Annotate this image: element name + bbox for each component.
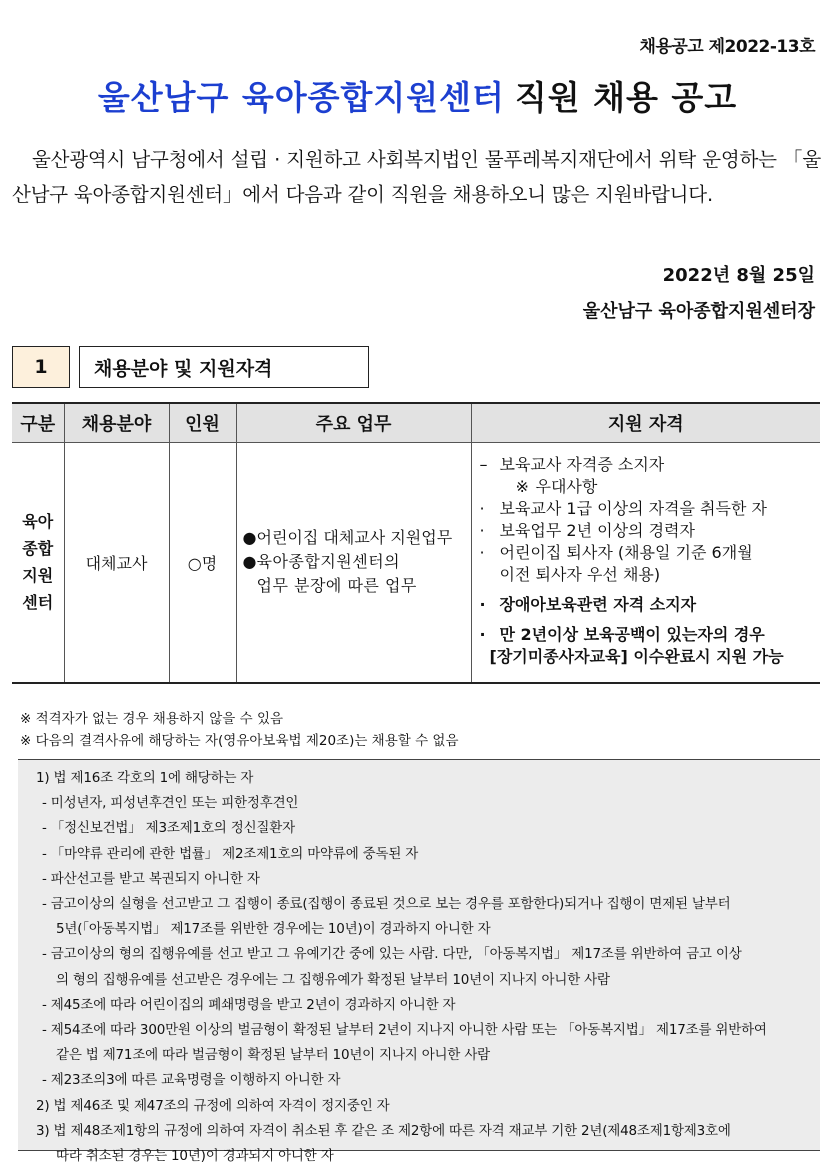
qualification-item: · 장애아보육관련 자격 소지자 xyxy=(479,595,697,615)
disqualification-line: 5년(「아동복지법」 제17조를 위반한 경우에는 10년)이 경과하지 아니한 자 xyxy=(56,921,491,938)
disqualification-line: 3) 법 제48조제1항의 규정에 의하여 자격이 취소된 후 같은 조 제2항에 따른 자격 재교부 기한 2년(제48조제1항제3호에 xyxy=(36,1122,731,1139)
disqualification-line: - 제45조에 따라 어린이집의 폐쇄명령을 받고 2년이 경과하지 아니한 자 xyxy=(42,996,456,1013)
preference-item-continued: 이전 퇴사자 우선 채용) xyxy=(499,565,661,585)
document-number: 채용공고 제2022-13호 xyxy=(639,37,815,57)
title-recruitment: 직원 채용 공고 xyxy=(514,78,738,117)
duty-item-continued: 업무 분장에 따른 업무 xyxy=(256,576,417,596)
qualification-item: · 만 2년이상 보육공백이 있는자의 경우 xyxy=(479,625,765,645)
page-title xyxy=(0,72,835,119)
duties-cell xyxy=(236,443,471,683)
header-qualifications: 지원 자격 xyxy=(471,403,820,443)
disqualification-line: - 제23조의3에 따른 교육명령을 이행하지 아니한 자 xyxy=(42,1072,341,1089)
duty-item: ● 어린이집 대체교사 지원업무 xyxy=(242,528,453,548)
section-title: 채용분야 및 지원자격 xyxy=(79,346,369,388)
recruitment-table xyxy=(12,402,820,684)
note-line: ※ 적격자가 없는 경우 채용하지 않을 수 있음 xyxy=(20,711,284,727)
division-line: 센터 xyxy=(22,593,54,613)
disqualification-line: - 파산선고를 받고 복권되지 아니한 자 xyxy=(42,870,260,887)
header-duties: 주요 업무 xyxy=(236,403,471,443)
disqualification-box xyxy=(18,759,820,1165)
header-count: 인원 xyxy=(169,403,236,443)
qualification-item-continued: [장기미종사자교육] 이수완료시 지원 가능 xyxy=(489,647,784,667)
qualification-item: – 보육교사 자격증 소지자 xyxy=(479,455,665,475)
disqualification-line: 의 형의 집행유예를 선고받은 경우에는 그 집행유예가 확정된 날부터 10년이 지나지 아니한 사람 xyxy=(56,971,610,988)
disqualification-line: 2) 법 제46조 및 제47조의 규정에 의하여 자격이 정지중인 자 xyxy=(36,1097,390,1114)
note-line: ※ 다음의 결격사유에 해당하는 자(영유아보육법 제20조)는 채용할 수 없음 xyxy=(20,733,459,749)
disqualification-line: - 「마약류 관리에 관한 법률」 제2조제1호의 마약류에 중독된 자 xyxy=(42,845,419,862)
division-line: 육아 xyxy=(22,512,54,532)
field-cell: 대체교사 xyxy=(64,443,169,683)
issuing-organization: 울산남구 육아종합지원센터장 xyxy=(582,301,815,322)
count-cell: ○명 xyxy=(169,443,236,683)
division-line: 지원 xyxy=(22,566,54,586)
disqualification-line: - 제54조에 따라 300만원 이상의 벌금형이 확정된 날부터 2년이 지나지 아니한 사람 또는 「아동복지법」 제17조를 위반하여 xyxy=(42,1022,767,1039)
announcement-date: 2022년 8월 25일 xyxy=(662,265,815,286)
duty-item: ● 육아종합지원센터의 xyxy=(242,552,401,572)
preference-item: · 보육업무 2년 이상의 경력자 xyxy=(479,521,695,541)
disqualification-line: 따라 취소된 경우는 10년)이 경과되지 아니한 자 xyxy=(56,1148,334,1165)
intro-paragraph: 울산광역시 남구청에서 설립 · 지원하고 사회복지법인 물푸레복지재단에서 위탁 운영하는 「울산남구 육아종합지원센터」에서 다음과 같이 직원을 채용하오니 많은 지원바랍니다. xyxy=(12,148,821,206)
qualifications-cell xyxy=(471,443,820,683)
header-division: 구분 xyxy=(12,403,64,443)
disqualification-line: - 금고이상의 형의 집행유예를 선고 받고 그 유예기간 중에 있는 사람. 다만, 「아동복지법」 제17조를 위반하여 금고 이상 xyxy=(42,946,742,963)
section-number: 1 xyxy=(12,346,70,388)
preference-item: · 어린이집 퇴사자 (채용일 기준 6개월 xyxy=(479,543,753,563)
header-field: 채용분야 xyxy=(64,403,169,443)
disqualification-line: 같은 법 제71조에 따라 벌금형이 확정된 날부터 10년이 지나지 아니한 사람 xyxy=(56,1047,491,1064)
notes xyxy=(20,708,459,752)
disqualification-line: - 금고이상의 실형을 선고받고 그 집행이 종료(집행이 종료된 것으로 보는 경우를 포함한다)되거나 집행이 면제된 날부터 xyxy=(42,896,731,913)
disqualification-line: - 미성년자, 피성년후견인 또는 피한정후견인 xyxy=(42,795,299,812)
disqualification-line: - 「정신보건법」 제3조제1호의 정신질환자 xyxy=(42,820,295,837)
division-line: 종합 xyxy=(22,539,54,559)
title-center-name: 울산남구 육아종합지원센터 xyxy=(97,78,505,117)
table-header-row xyxy=(12,403,820,443)
disqualification-line: 1) 법 제16조 각호의 1에 해당하는 자 xyxy=(36,770,254,786)
table-row xyxy=(12,443,820,683)
preference-heading: ※ 우대사항 xyxy=(515,477,598,497)
preference-item: · 보육교사 1급 이상의 자격을 취득한 자 xyxy=(479,499,767,519)
division-cell xyxy=(12,443,64,683)
